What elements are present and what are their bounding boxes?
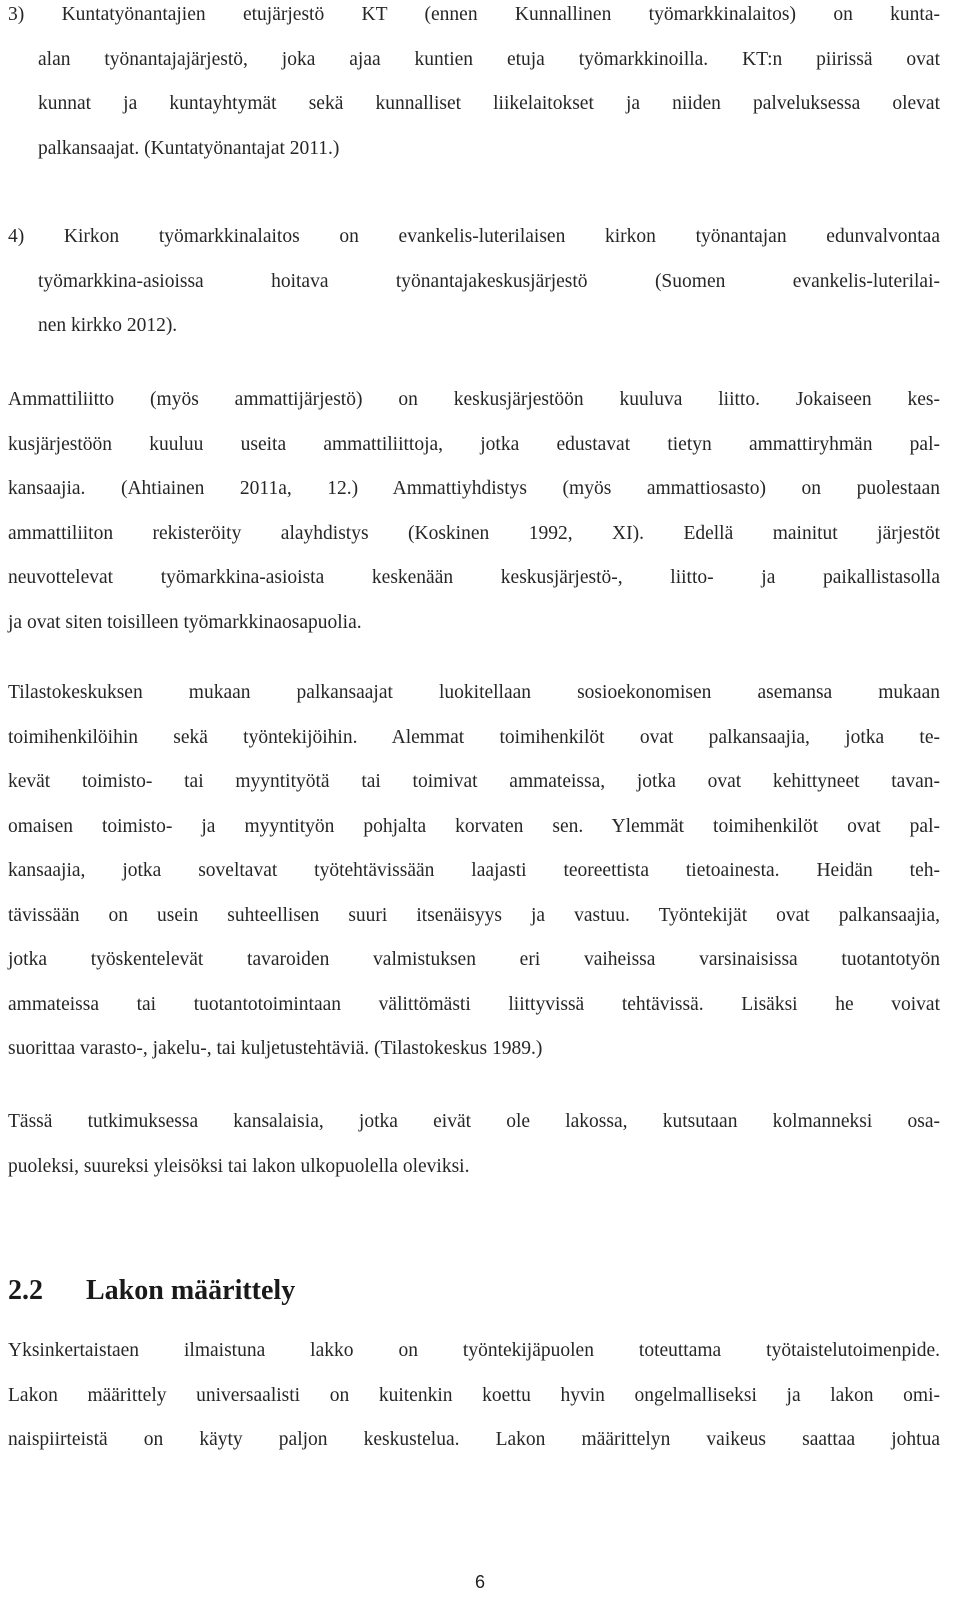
text-line: 3) Kuntatyönantajien etujärjestö KT (ennen Kunnallinen työmarkkinalaitos) on kunta- [8,4,940,25]
paragraph-kolmas-osapuoli [8,1100,940,1189]
section-number: 2.2 [8,1275,43,1306]
text-line: Yksinkertaistaen ilmaistuna lakko on työntekijäpuolen toteuttama työtaistelutoimenpide. [8,1340,940,1361]
text-line: Ammattiliitto (myös ammattijärjestö) on keskusjärjestöön kuuluva liitto. Jokaiseen kes- [8,389,940,410]
text-line: jotka työskentelevät tavaroiden valmistuksen eri vaiheissa varsinaisissa tuotantotyön [8,949,940,970]
paragraph-ammattiliitto [8,378,940,645]
page-number: 6 [474,1572,485,1592]
text-line: ammateissa tai tuotantotoimintaan välittömästi liittyvissä tehtävissä. Lisäksi he voivat [8,993,940,1015]
text-line: kunnat ja kuntayhtymät sekä kunnalliset liikelaitokset ja niiden palveluksessa olevat [38,93,940,114]
text-line: omaisen toimisto- ja myyntityön pohjalta korvaten sen. Ylemmät toimihenkilöt ovat pal- [8,815,940,837]
text-line: työmarkkina-asioissa hoitava työnantajakeskusjärjestö (Suomen evankelis-luterilai- [38,270,940,292]
text-line: kevät toimisto- tai myyntityötä tai toimivat ammateissa, jotka ovat kehittyneet tavan- [8,771,940,792]
paragraph-kirkon-tyomarkkinalaitos [8,215,940,349]
text-line: puoleksi, suureksi yleisöksi tai lakon ulkopuolella oleviksi. [8,1155,470,1177]
text-line: ammattiliiton rekisteröity alayhdistys (Koskinen 1992, XI). Edellä mainitut järjestöt [8,522,940,544]
section-heading [8,1275,295,1307]
text-line: neuvottelevat työmarkkina-asioista keskenään keskusjärjestö-, liitto- ja paikallistasolla [8,567,940,588]
paragraph-kuntatyonantajat [8,0,940,171]
paragraph-tilastokeskus [8,671,940,1072]
text-line: 4) Kirkon työmarkkinalaitos on evankelis-luterilaisen kirkon työnantajan edunvalvontaa [8,226,940,247]
text-line: suorittaa varasto-, jakelu-, tai kuljetustehtäviä. (Tilastokeskus 1989.) [8,1038,543,1059]
text-line: kansaajia. (Ahtiainen 2011a, 12.) Ammattiyhdistys (myös ammattiosasto) on puolestaan [8,478,940,499]
text-line: toimihenkilöihin sekä työntekijöihin. Alemmat toimihenkilöt ovat palkansaajia, jotka te- [8,726,940,748]
text-line: naispiirteistä on käyty paljon keskustelua. Lakon määrittelyn vaikeus saattaa johtua [8,1429,940,1450]
paragraph-lakon-maarittely [8,1329,940,1463]
section-title: Lakon määrittely [86,1275,296,1306]
text-line: kusjärjestöön kuuluu useita ammattiliittoja, jotka edustavat tietyn ammattiryhmän pal- [8,433,940,455]
text-line: Tässä tutkimuksessa kansalaisia, jotka eivät ole lakossa, kutsutaan kolmanneksi osa- [8,1111,940,1132]
text-line: ja ovat siten toisilleen työmarkkinaosapuolia. [8,611,362,633]
text-line: Lakon määrittely universaalisti on kuitenkin koettu hyvin ongelmalliseksi ja lakon omi- [8,1384,940,1406]
text-line: palkansaajat. (Kuntatyönantajat 2011.) [38,137,340,159]
text-line: tävissään on usein suhteellisen suuri itsenäisyys ja vastuu. Työntekijät ovat palkansaajia, [8,904,940,926]
text-line: kansaajia, jotka soveltavat työtehtävissään laajasti teoreettista tietoainesta. Heidän teh- [8,860,940,881]
text-line: alan työnantajajärjestö, joka ajaa kuntien etuja työmarkkinoilla. KT:n piirissä ovat [38,48,940,70]
text-line: Tilastokeskuksen mukaan palkansaajat luokitellaan sosioekonomisen asemansa mukaan [8,682,940,703]
text-line: nen kirkko 2012). [38,315,178,336]
